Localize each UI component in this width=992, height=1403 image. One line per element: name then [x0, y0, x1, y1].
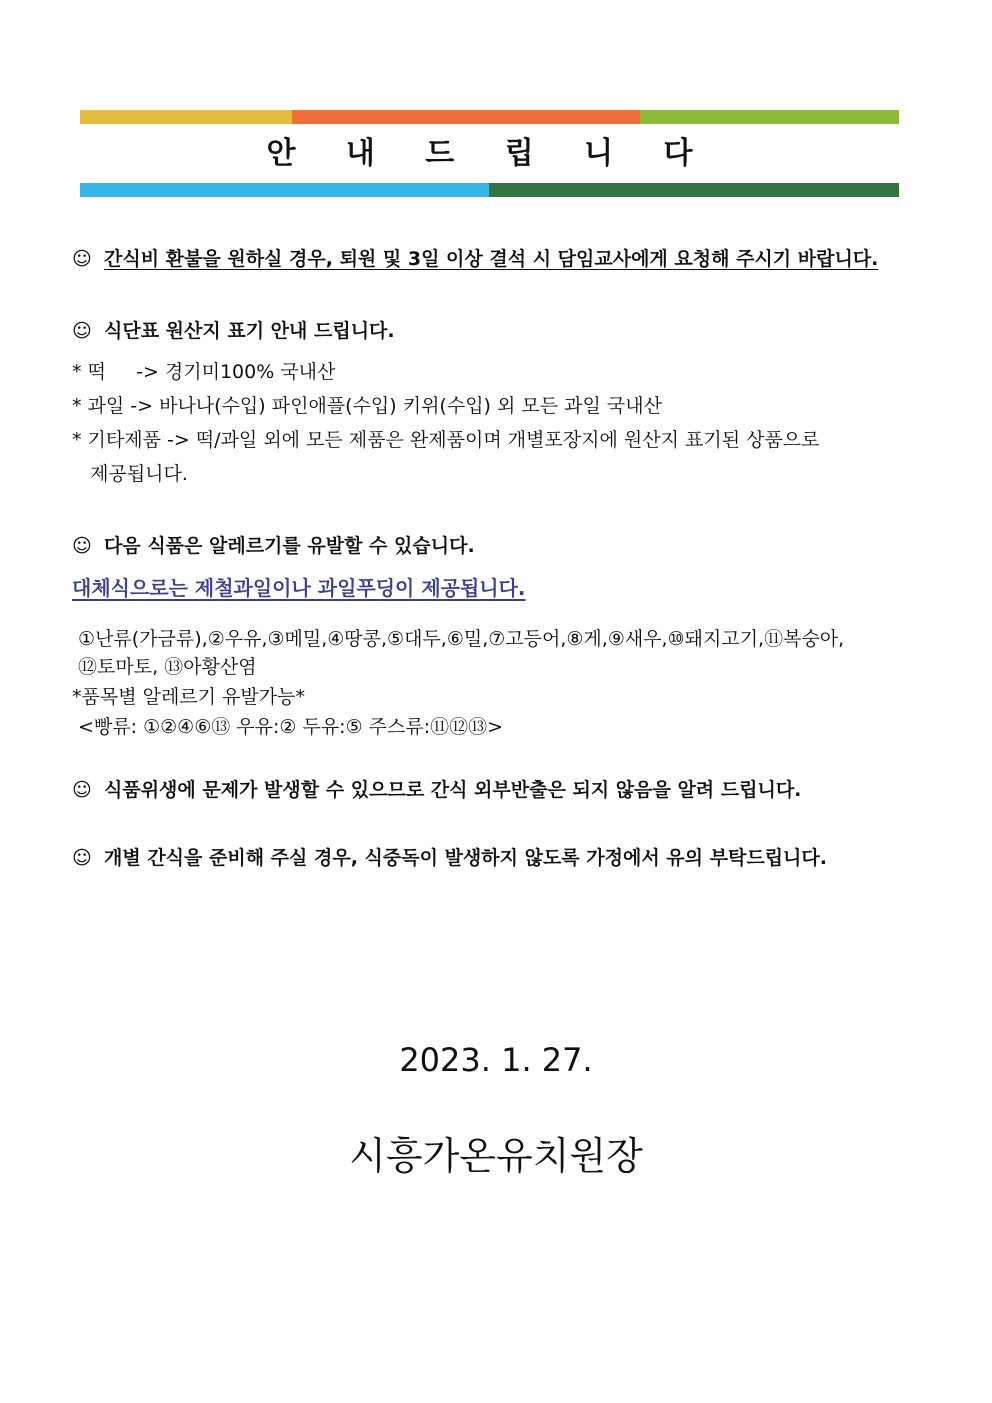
allergy-list-line: ①난류(가금류),②우유,③메밀,④땅콩,⑤대두,⑥밀,⑦고등어,⑧게,⑨새우,⑩돼지고기,⑪복숭아, [72, 628, 845, 650]
allergy-list-line: <빵류: ①②④⑥⑬ 우유:② 두유:⑤ 주스류:⑪⑫⑬> [72, 716, 504, 738]
refund-text: 간식비 환불을 원하실 경우, 퇴원 및 3일 이상 결석 시 담임교사에게 요청해 주시기 바랍니다. [104, 248, 879, 270]
allergy-list-line: ⑫토마토, ⑬아황산염 [72, 656, 257, 678]
bottom-color-bar-blue [80, 183, 489, 197]
smile-icon: ☺ [72, 847, 92, 869]
top-color-bar-yellow [80, 110, 292, 124]
personal-snack-notice [72, 845, 827, 871]
signature: 시흥가온유치원장 [349, 1134, 643, 1178]
origin-item: * 과일 -> 바나나(수입) 파인애플(수입) 키위(수입) 외 모든 과일 국내산 [72, 395, 662, 417]
top-color-bar-green [640, 110, 899, 124]
allergy-list-line: *품목별 알레르기 유발가능* [72, 686, 305, 708]
allergy-substitute: 대체식으로는 제철과일이나 과일푸딩이 제공됩니다. [72, 576, 526, 600]
origin-title [72, 318, 395, 344]
allergy-title-text: 다음 식품은 알레르기를 유발할 수 있습니다. [104, 535, 475, 557]
origin-title-text: 식단표 원산지 표기 안내 드립니다. [104, 320, 395, 342]
origin-item: * 떡 -> 경기미100% 국내산 [72, 361, 336, 383]
allergy-title [72, 533, 475, 559]
smile-icon: ☺ [72, 320, 92, 342]
origin-item: * 기타제품 -> 떡/과일 외에 모든 제품은 완제품이며 개별포장지에 원산지 표기된 상품으로 [72, 429, 820, 451]
smile-icon: ☺ [72, 779, 92, 801]
refund-notice [72, 246, 878, 272]
smile-icon: ☺ [72, 535, 92, 557]
bottom-color-bar-darkgreen [489, 183, 899, 197]
hygiene-notice [72, 777, 801, 803]
page-title: 안 내 드 립 니 다 [266, 136, 713, 171]
origin-item: 제공됩니다. [72, 463, 188, 485]
hygiene-text: 식품위생에 문제가 발생할 수 있으므로 간식 외부반출은 되지 않음을 알려 드립니다. [104, 779, 802, 801]
document-date: 2023. 1. 27. [399, 1041, 593, 1079]
personal-snack-text: 개별 간식을 준비해 주실 경우, 식중독이 발생하지 않도록 가정에서 유의 부탁드립니다. [104, 847, 827, 869]
top-color-bar-orange [292, 110, 640, 124]
smile-icon: ☺ [72, 248, 92, 270]
